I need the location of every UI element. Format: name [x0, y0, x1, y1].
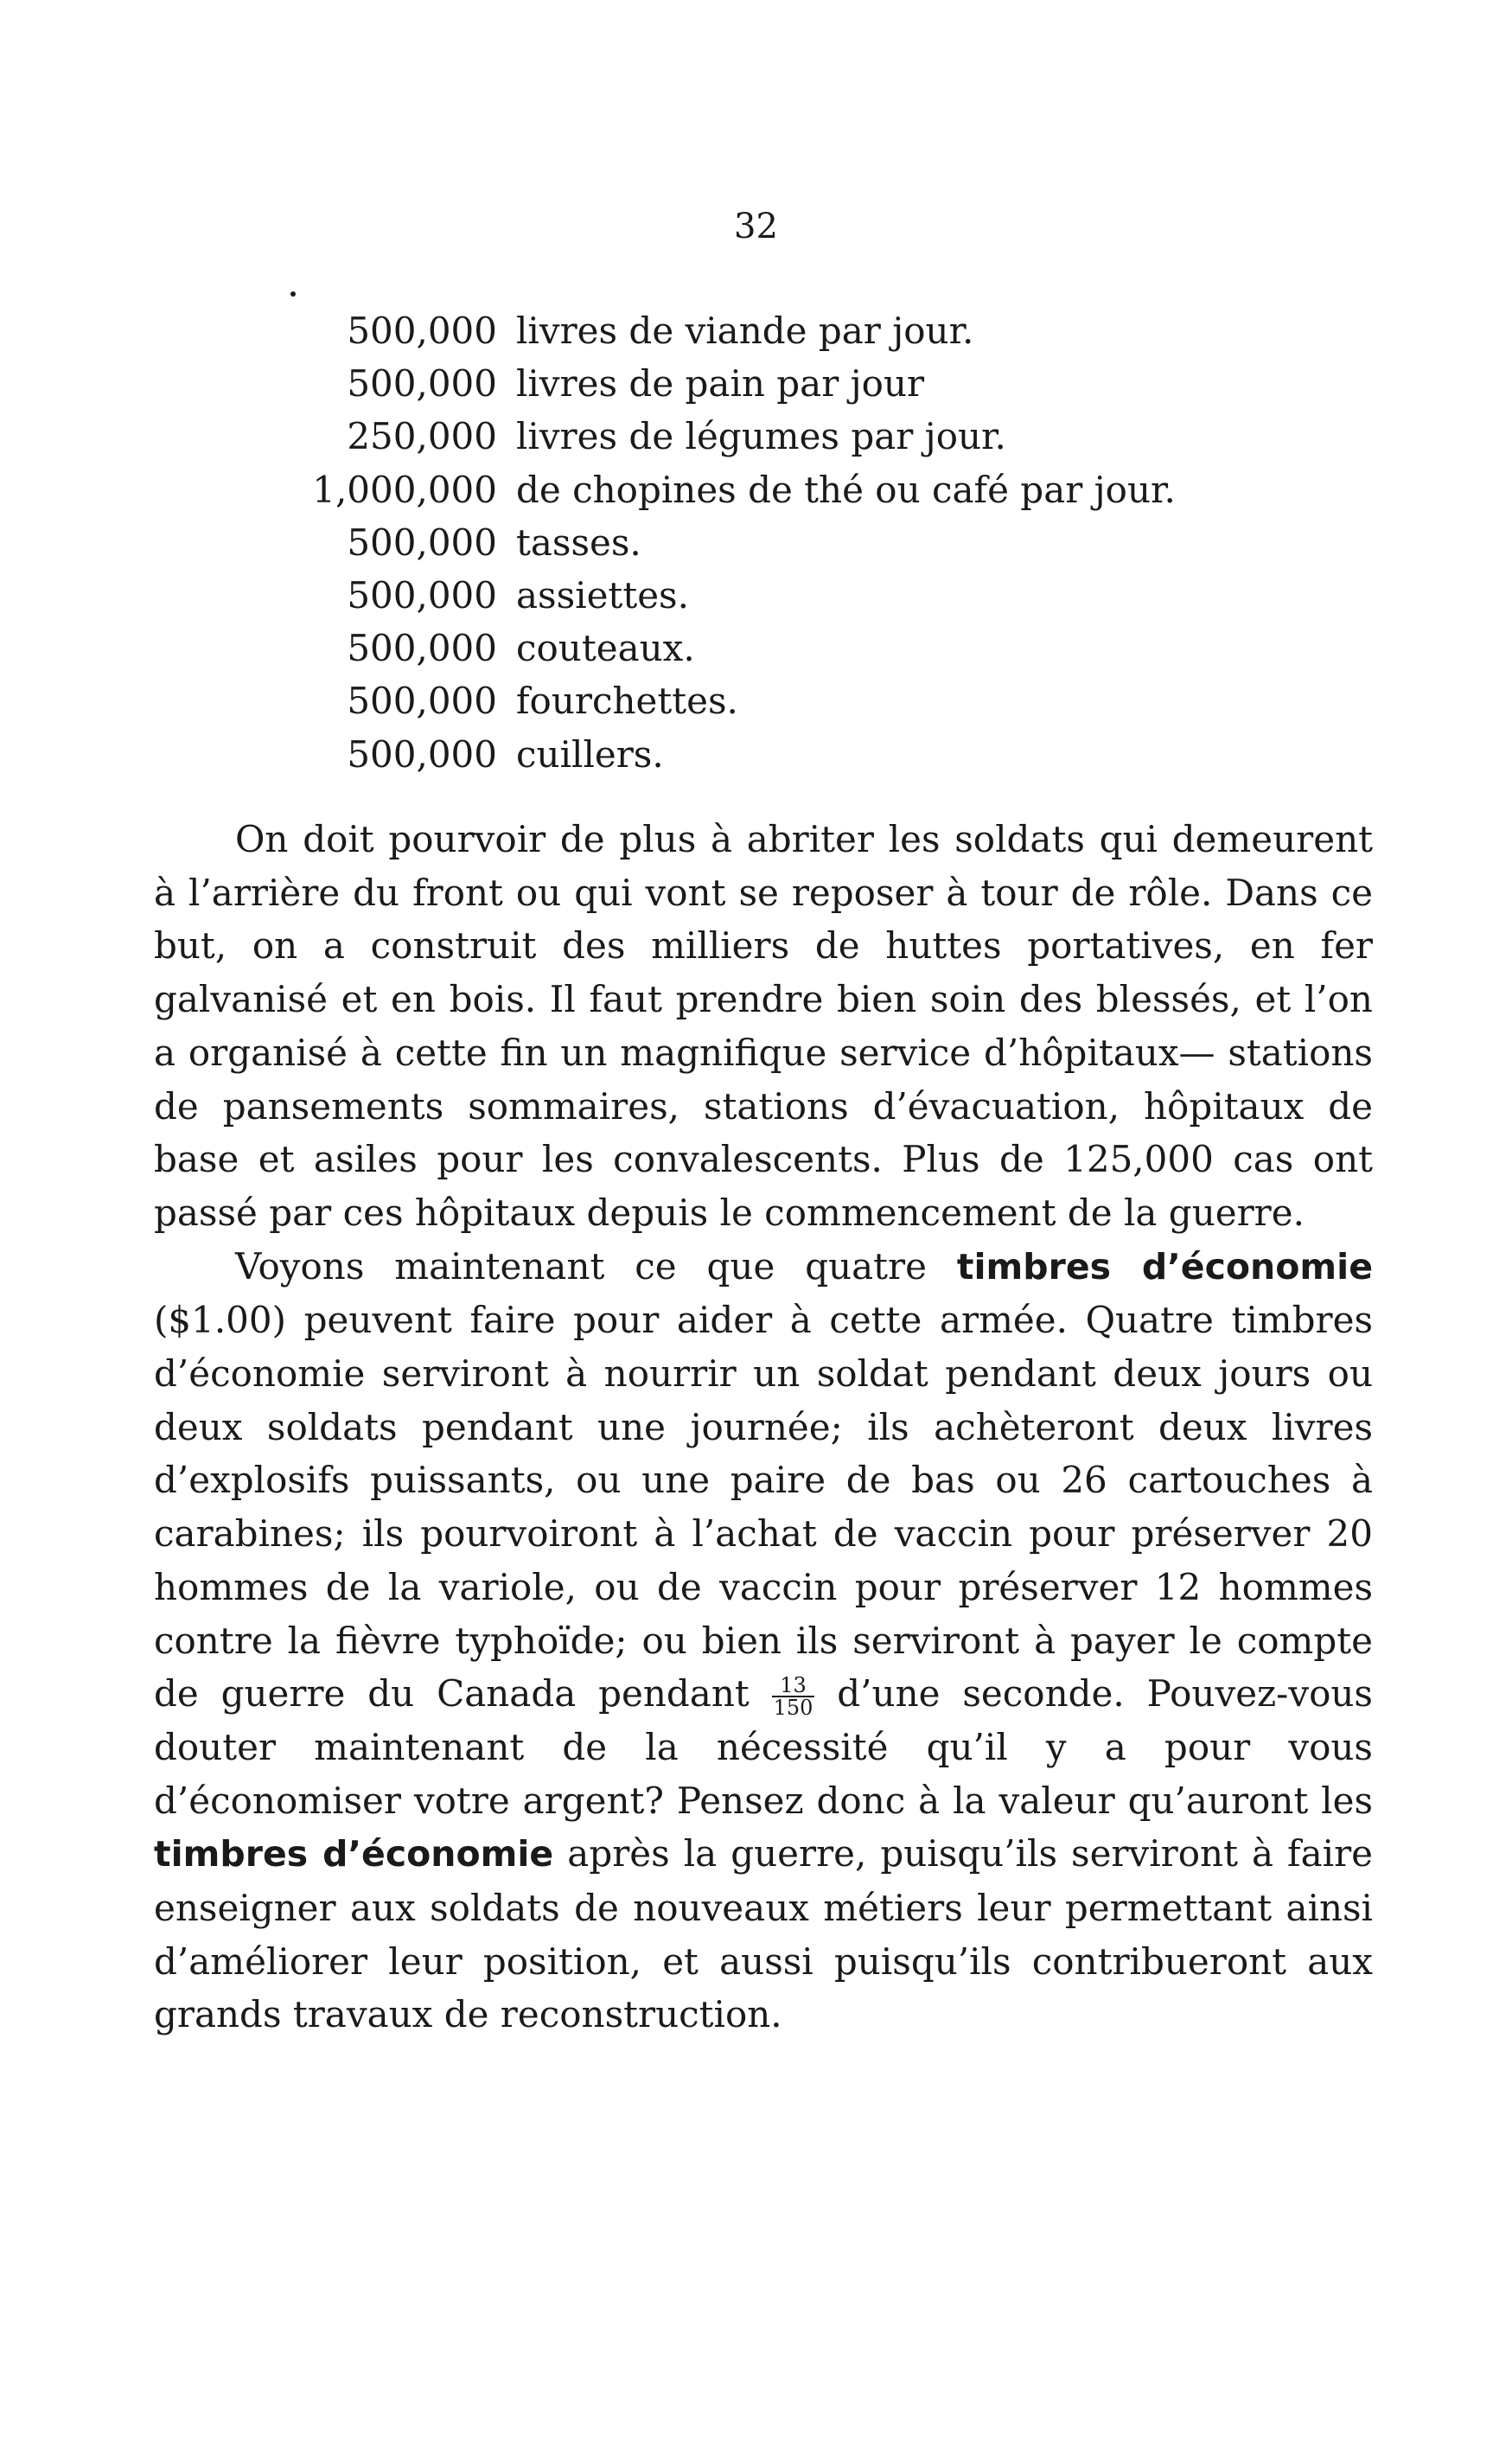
list-item-quantity: 500,000 — [347, 573, 497, 617]
list-item-text: tasses. — [516, 521, 641, 564]
list-item — [285, 622, 1279, 674]
list-item — [285, 357, 1279, 410]
emphasis-savings-stamps: timbres d’économie — [956, 1245, 1373, 1288]
list-item-text: de chopines de thé ou café par jour. — [516, 468, 1176, 511]
list-item — [285, 569, 1279, 622]
list-item-quantity: 1,000,000 — [312, 468, 497, 511]
list-item — [285, 410, 1279, 463]
list-item — [285, 516, 1279, 569]
list-item-quantity: 500,000 — [347, 732, 497, 776]
list-item-text: cuillers. — [516, 732, 664, 776]
body-text — [154, 813, 1373, 2042]
stray-dot-mark — [290, 291, 296, 297]
paragraph-shelter-hospitals: On doit pourvoir de plus à abriter les soldats qui demeurent à l’arrière du front ou qui vont se reposer à tour de rôle. Dans ce but, on a construit des milliers de huttes portatives, en fer galvanisé et en bois. Il faut prendre bien soin des blessés, et l’on a organisé à cette fin un magnifique service d’hôpitaux— stations de pansements sommaires, stations d’évacuation, hôpitaux de base et asiles pour les convalescents. Plus de 125,000 cas ont passé par ces hôpitaux depuis le commencement de la guerre. — [154, 818, 1373, 1234]
list-item-quantity: 500,000 — [347, 680, 497, 723]
list-item-text: fourchettes. — [516, 680, 738, 723]
list-item-quantity: 250,000 — [347, 415, 497, 458]
list-item — [285, 463, 1279, 516]
list-item-text: livres de pain par jour — [516, 362, 925, 406]
list-item-quantity: 500,000 — [347, 521, 497, 564]
paragraph-text: ($1.00) peuvent faire pour aider à cette armée. Quatre timbres d’économie serviront à nourrir un soldat pendant deux jours ou deux soldats pendant une journée; ils achèteront deux livres d’explosifs puissants, ou une paire de bas ou 26 cartouches à carabines; ils pourvoiront à l’achat de vaccin pour préserver 20 hommes de la variole, ou de vaccin pour préserver 12 hommes contre la fièvre typhoïde; ou bien ils serviront à payer le compte de guerre du Canada pendant — [154, 1299, 1373, 1716]
list-item-text: livres de légumes par jour. — [516, 415, 1006, 458]
fraction-numerator: 13 — [772, 1675, 815, 1697]
paragraph-savings-stamps — [154, 1240, 1373, 2042]
list-item-text: livres de viande par jour. — [516, 310, 974, 352]
list-item-quantity: 500,000 — [347, 362, 497, 406]
emphasis-savings-stamps: timbres d’économie — [154, 1833, 554, 1875]
list-item — [285, 674, 1279, 727]
list-item — [285, 728, 1279, 781]
fraction — [772, 1673, 815, 1721]
supply-list — [285, 304, 1279, 781]
page-number: 32 — [734, 207, 778, 246]
list-item — [285, 304, 1279, 357]
list-item-text: assiettes. — [516, 573, 689, 617]
paragraph-text: Voyons maintenant ce que quatre — [235, 1244, 957, 1288]
list-item-quantity: 500,000 — [347, 627, 497, 670]
paragraph-text: après la guerre, puisqu’ils serviront à faire enseigner aux soldats de nouveaux métiers leur permettant ainsi d’améliorer leur position, et aussi puisqu’ils contribueront aux grands travaux de reconstruction. — [154, 1832, 1373, 2036]
list-item-quantity: 500,000 — [347, 310, 497, 352]
list-item-text: couteaux. — [516, 627, 695, 670]
paragraph-text: d’une seconde. Pouvez-vous douter maintenant de la nécessité qu’il y a pour vous d’économiser votre argent? Pensez donc à la valeur qu’auront les — [154, 1672, 1373, 1822]
fraction-denominator: 150 — [773, 1696, 813, 1721]
